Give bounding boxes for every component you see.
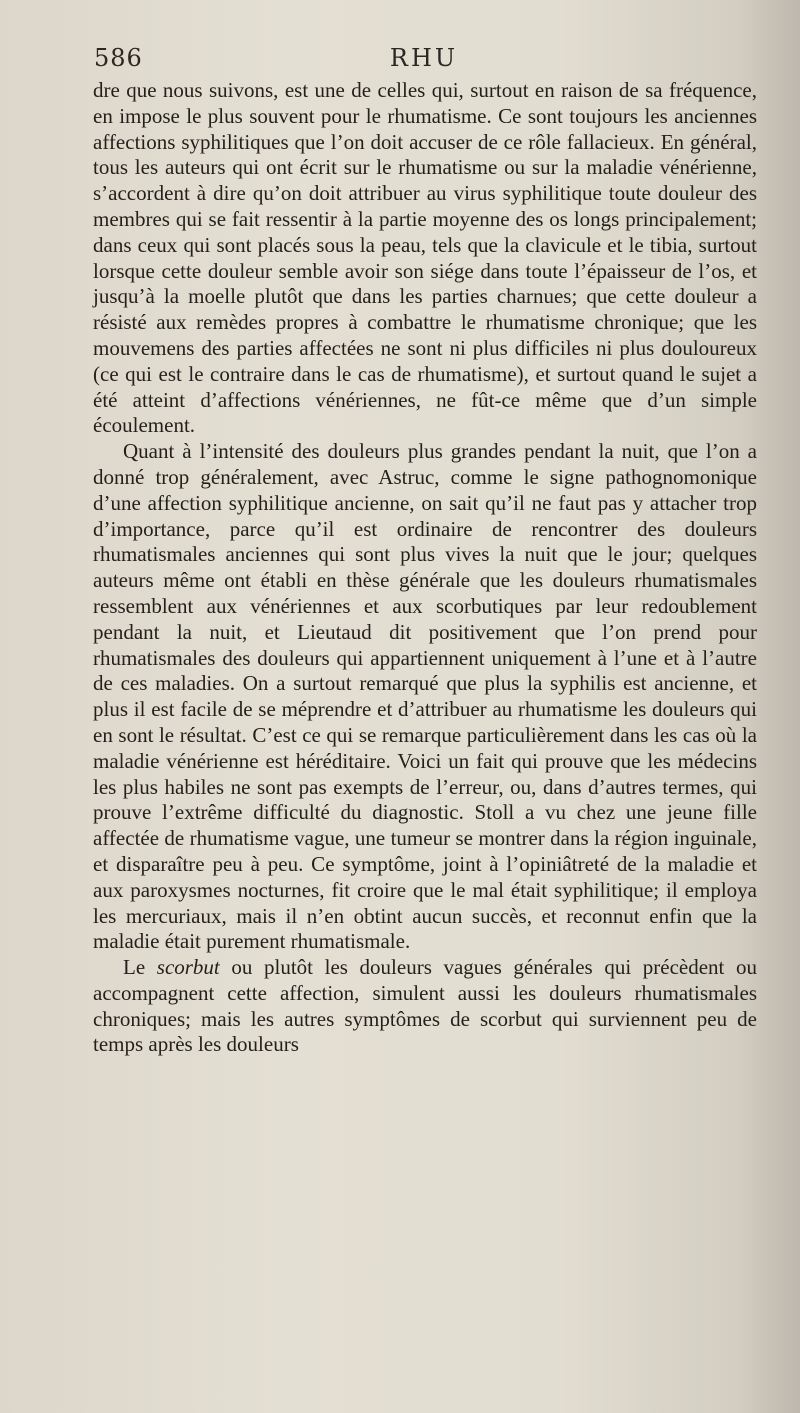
page-number: 586 — [94, 44, 143, 72]
paragraph-3-lead: Le — [123, 955, 157, 980]
paragraph-3-italic-term: scorbut — [156, 955, 220, 980]
paragraph-3 — [93, 955, 757, 1058]
paragraph-1: dre que nous suivons, est une de celles qui, surtout en raison de sa fréquence, en impose le plus souvent pour le rhumatisme. Ce sont toujours les anciennes affections syphilitiques que l’on doit accuser de ce rôle fallacieux. En général, tous les auteurs qui ont écrit sur le rhumatisme ou sur la maladie vénérienne, s’accordent à dire qu’on doit attribuer au virus syphilitique toute douleur des membres qui se fait ressentir à la partie moyenne des os longs principalement; dans ceux qui sont placés sous la peau, tels que la clavicule et le tibia, surtout lorsque cette douleur semble avoir son siége dans toute l’épaisseur de l’os, et jusqu’à la moelle plutôt que dans les parties charnues; que cette douleur a résisté aux remèdes propres à combattre le rhumatisme chronique; que les mouvemens des parties affectées ne sont ni plus difficiles ni plus douloureux (ce qui est le contraire dans le cas de rhumatisme), et surtout quand le sujet a été atteint d’affections vénériennes, ne fût-ce même que d’un simple écoulement. — [93, 78, 757, 438]
body-text — [93, 78, 757, 1058]
running-head: RHU — [389, 44, 459, 72]
paragraph-2: Quant à l’intensité des douleurs plus grandes pendant la nuit, que l’on a donné trop généralement, avec Astruc, comme le signe pathognomonique d’une affection syphilitique ancienne, on sait qu’il ne faut pas y attacher trop d’importance, parce qu’il est ordinaire de rencontrer des douleurs rhumatismales anciennes qui sont plus vives la nuit que le jour; quelques auteurs même ont établi en thèse générale que les douleurs rhumatismales ressemblent aux vénériennes et aux scorbutiques par leur redoublement pendant la nuit, et Lieutaud dit positivement que l’on prend pour rhumatismales des douleurs qui appartiennent uniquement à l’une et à l’autre de ces maladies. On a surtout remarqué que plus la syphilis est ancienne, et plus il est facile de se méprendre et d’attribuer au rhumatisme les douleurs qui en sont le résultat. C’est ce qui se remarque particulièrement dans les cas où la maladie vénérienne est héréditaire. Voici un fait qui prouve que les médecins les plus habiles ne sont pas exempts de l’erreur, ou, dans d’autres termes, qui prouve l’extrême difficulté du diagnostic. Stoll a vu chez une jeune fille affectée de rhumatisme vague, une tumeur se montrer dans la région inguinale, et disparaître peu à peu. Ce symptôme, joint à l’opiniâtreté de la maladie et aux paroxysmes nocturnes, fit croire que le mal était syphilitique; il employa les mercuriaux, mais il n’en obtint aucun succès, et reconnut enfin que la maladie était purement rhumatismale. — [93, 439, 757, 954]
page-header — [92, 44, 756, 78]
paragraph-3-text: ou plutôt les douleurs vagues générales qui précèdent ou accompagnent cette affection, simulent aussi les douleurs rhumatismales chroniques; mais les autres symptômes de scorbut qui surviennent peu de temps après les douleurs — [93, 955, 757, 1057]
